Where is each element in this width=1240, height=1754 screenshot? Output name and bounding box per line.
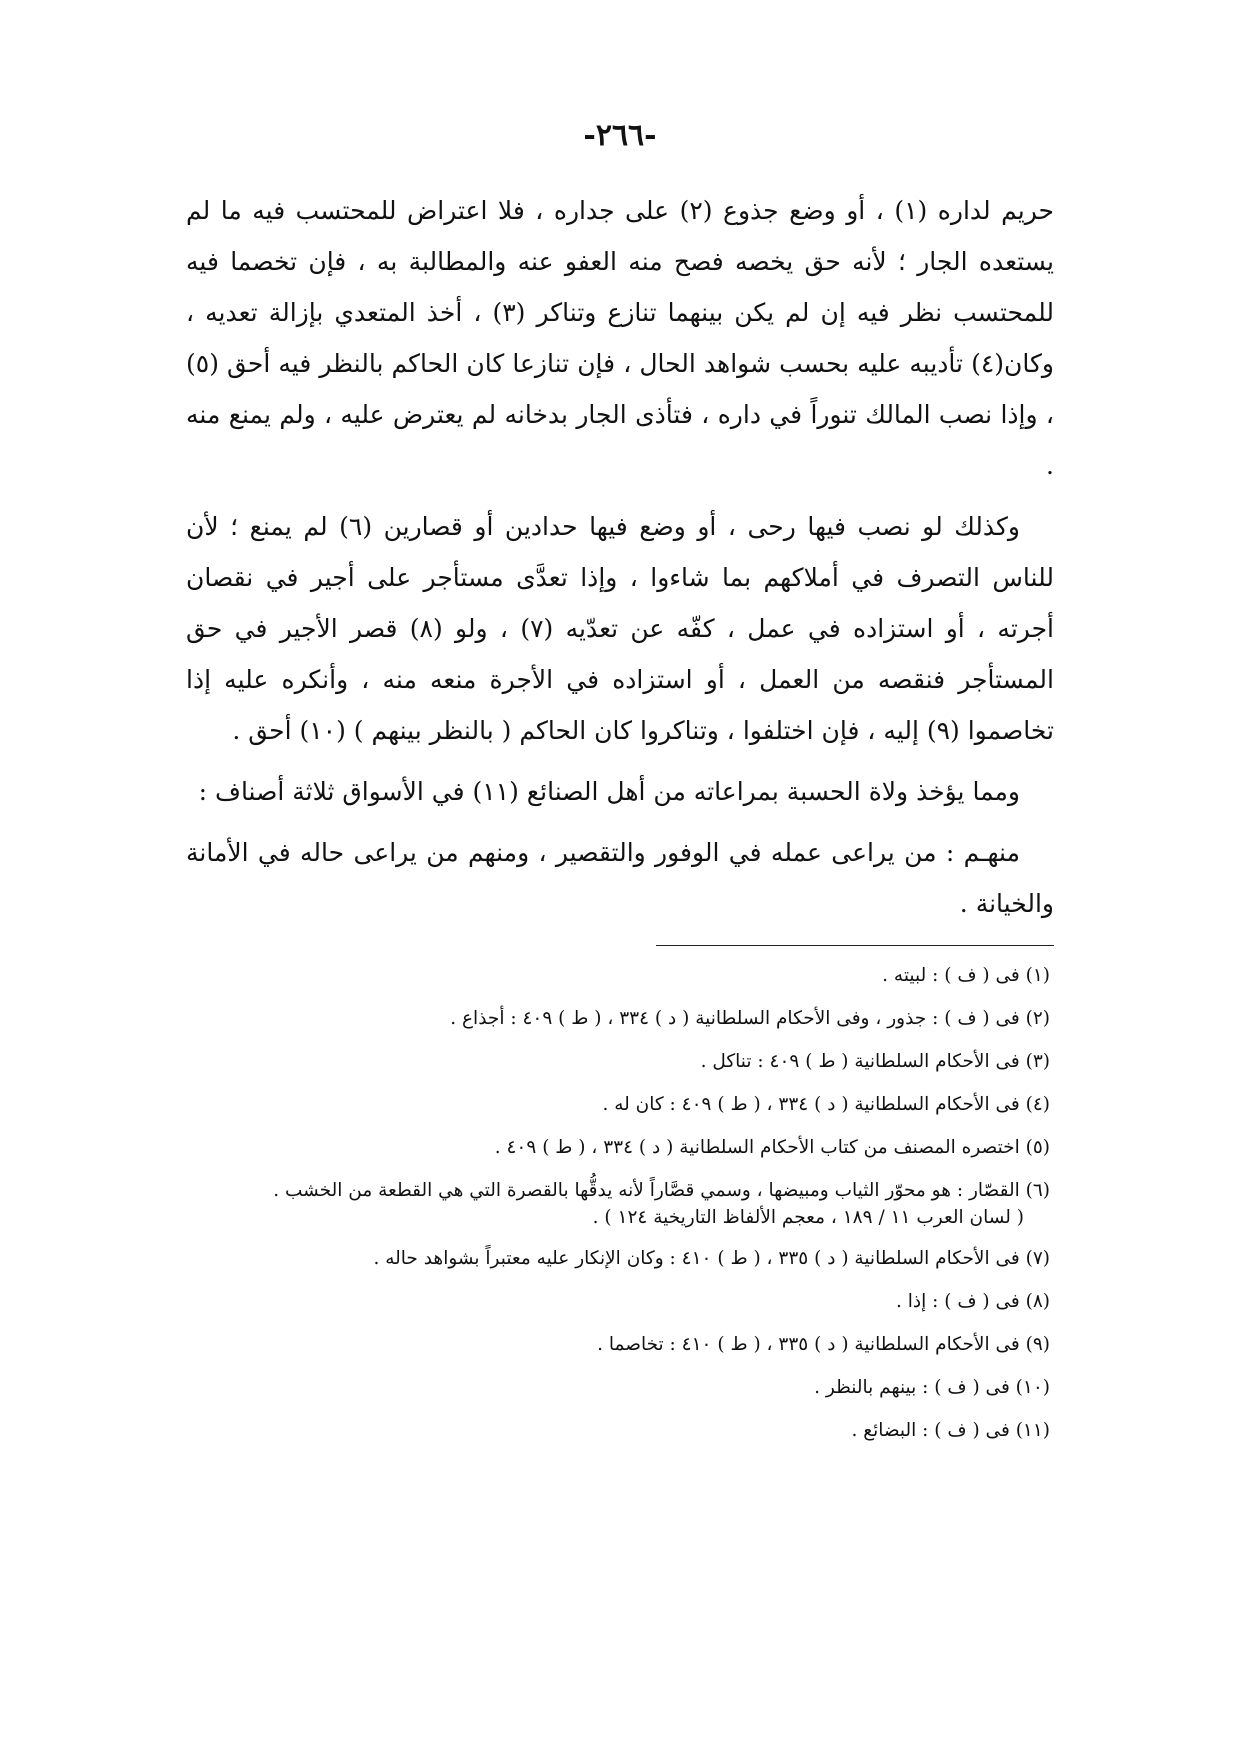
footnote-divider xyxy=(656,945,1054,946)
footnote xyxy=(186,1177,1050,1231)
footnote-continuation: ( لسان العرب ١١ / ١٨٩ ، معجم الألفاظ التاريخية ١٢٤ ) . xyxy=(592,1207,1024,1228)
page-number: -٢٦٦- xyxy=(583,118,657,153)
paragraph: وكذلك لو نصب فيها رحى ، أو وضع فيها حدادين أو قصارين (٦) لم يمنع ؛ لأن للناس التصرف في أملاكهم بما شاءوا ، وإذا تعدَّى مستأجر على أجير في نقصان أجرته ، أو استزاده في عمل ، كفّه عن تعدّيه (٧) ، ولو (٨) قصر الأجير في حق المستأجر فنقصه من العمل ، أو استزاده في الأجرة منعه منه ، وأنكره عليه إذا تخاصموا (٩) إليه ، فإن اختلفوا ، وتناكروا كان الحاكم ( بالنظر بينهم ) (١٠) أحق . xyxy=(186,512,1054,745)
footnote: (١١) فى ( ف ) : البضائع . xyxy=(851,1420,1050,1441)
footnote: (٣) فى الأحكام السلطانية ( ط ) ٤٠٩ : تناكل . xyxy=(700,1051,1050,1072)
footnote: (١) فى ( ف ) : لبيته . xyxy=(882,965,1050,986)
footnote: (٢) فى ( ف ) : جذور ، وفى الأحكام السلطانية ( د ) ٣٣٤ ، ( ط ) ٤٠٩ : أجذاع . xyxy=(450,1008,1050,1029)
footnote: (١٠) فى ( ف ) : بينهم بالنظر . xyxy=(814,1377,1050,1398)
footnote: (٤) فى الأحكام السلطانية ( د ) ٣٣٤ ، ( ط ) ٤٠٩ : كان له . xyxy=(602,1094,1050,1115)
footnote: (٧) فى الأحكام السلطانية ( د ) ٣٣٥ ، ( ط ) ٤١٠ : وكان الإنكار عليه معتبراً بشواهد حاله . xyxy=(373,1248,1050,1269)
footnote: (٨) فى ( ف ) : إذا . xyxy=(895,1291,1050,1312)
paragraph: حريم لداره (١) ، أو وضع جذوع (٢) على جداره ، فلا اعتراض للمحتسب فيه ما لم يستعده الجار ؛ لأنه حق يخصه فصح منه العفو عنه والمطالبة به ، فإن تخصما فيه للمحتسب نظر فيه إن لم يكن بينهما تنازع وتناكر (٣) ، أخذ المتعدي بإزالة تعديه ، وكان(٤) تأديبه عليه بحسب شواهد الحال ، فإن تنازعا كان الحاكم بالنظر فيه أحق (٥) ، وإذا نصب المالك تنوراً في داره ، فتأذى الجار بدخانه لم يعترض عليه ، ولم يمنع منه . xyxy=(186,196,1054,480)
paragraph: منهـم : من يراعى عمله في الوفور والتقصير ، ومنهم من يراعى حاله في الأمانة والخيانة . xyxy=(186,838,1054,918)
footnotes xyxy=(186,962,1050,1460)
footnote: (٩) فى الأحكام السلطانية ( د ) ٣٣٥ ، ( ط ) ٤١٠ : تخاصما . xyxy=(597,1334,1050,1355)
main-text xyxy=(186,185,1054,929)
footnote: (٥) اختصره المصنف من كتاب الأحكام السلطانية ( د ) ٣٣٤ ، ( ط ) ٤٠٩ . xyxy=(494,1137,1050,1158)
footnote-text: (٦) القصّار : هو محوّر الثياب ومبيضها ، وسمي قصَّاراً لأنه يدقُّها بالقصرة التي هي القطعة من الخشب . xyxy=(273,1180,1050,1201)
paragraph: ومما يؤخذ ولاة الحسبة بمراعاته من أهل الصنائع (١١) في الأسواق ثلاثة أصناف : xyxy=(198,777,1020,806)
